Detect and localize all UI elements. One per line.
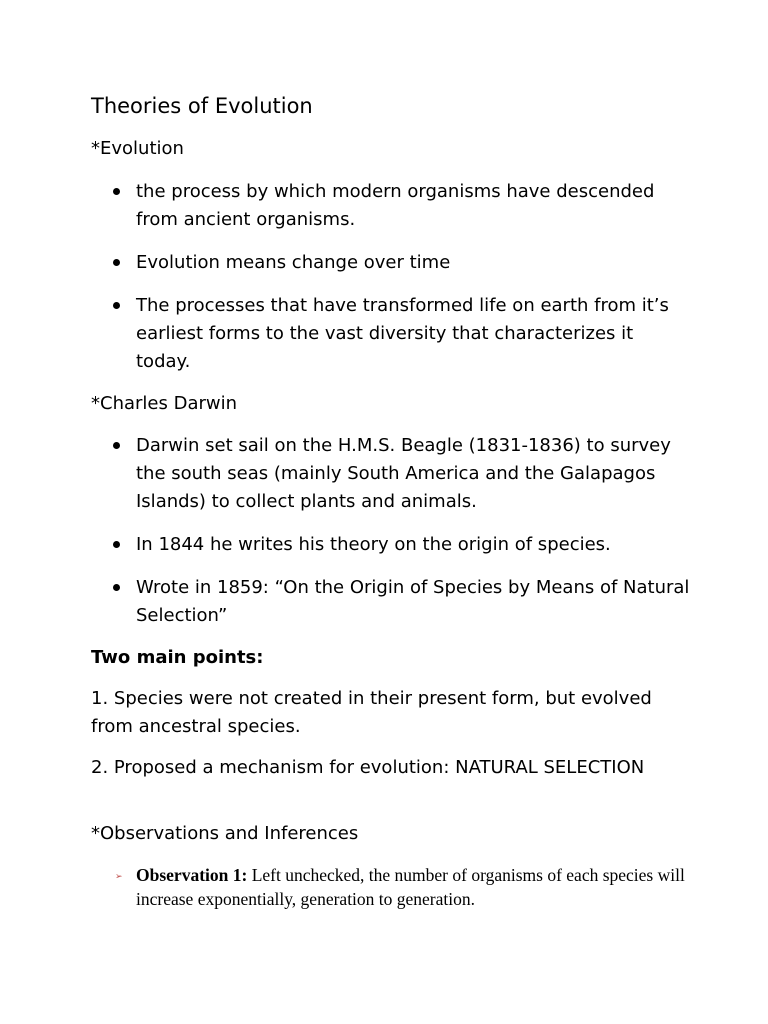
arrow-bullet-icon: ➢ — [115, 871, 123, 881]
list-item — [91, 292, 691, 376]
list-item — [91, 863, 691, 911]
observation-text: Left unchecked, the number of organisms of each species will increase exponentially, generation to generation. — [136, 865, 685, 909]
main-points-heading: Two main points: — [91, 647, 264, 668]
main-point-1: 1. Species were not created in their present form, but evolved from ancestral species. — [91, 688, 652, 737]
bullet-text: In 1844 he writes his theory on the origin of species. — [136, 534, 611, 555]
bullet-icon — [113, 259, 120, 266]
list-item — [91, 249, 691, 277]
bullet-icon — [113, 442, 120, 449]
bullet-icon — [113, 584, 120, 591]
list-item — [91, 178, 691, 234]
bullet-text: Evolution means change over time — [136, 252, 451, 273]
document-title: Theories of Evolution — [91, 94, 313, 118]
section-heading-observations: *Observations and Inferences — [91, 823, 359, 844]
bullet-icon — [113, 302, 120, 309]
bullet-text: The processes that have transformed life on earth from it’s earliest forms to the vast diversity that characterizes it today. — [136, 295, 669, 372]
evolution-bullet-list — [91, 178, 691, 376]
bullet-text: Darwin set sail on the H.M.S. Beagle (1831-1836) to survey the south seas (mainly South America and the Galapagos Islands) to collect plants and animals. — [136, 435, 671, 512]
section-heading-darwin: *Charles Darwin — [91, 393, 238, 414]
observation-label: Observation 1: — [136, 865, 248, 885]
darwin-bullet-list — [91, 432, 691, 630]
list-item — [91, 531, 691, 559]
bullet-icon — [113, 188, 120, 195]
section-heading-evolution: *Evolution — [91, 138, 184, 159]
bullet-text: Wrote in 1859: “On the Origin of Species by Means of Natural Selection” — [136, 577, 690, 626]
observations-list — [91, 863, 691, 911]
bullet-icon — [113, 541, 120, 548]
bullet-text: the process by which modern organisms have descended from ancient organisms. — [136, 181, 655, 230]
list-item — [91, 574, 691, 630]
list-item — [91, 432, 691, 516]
main-point-2: 2. Proposed a mechanism for evolution: NATURAL SELECTION — [91, 757, 645, 778]
